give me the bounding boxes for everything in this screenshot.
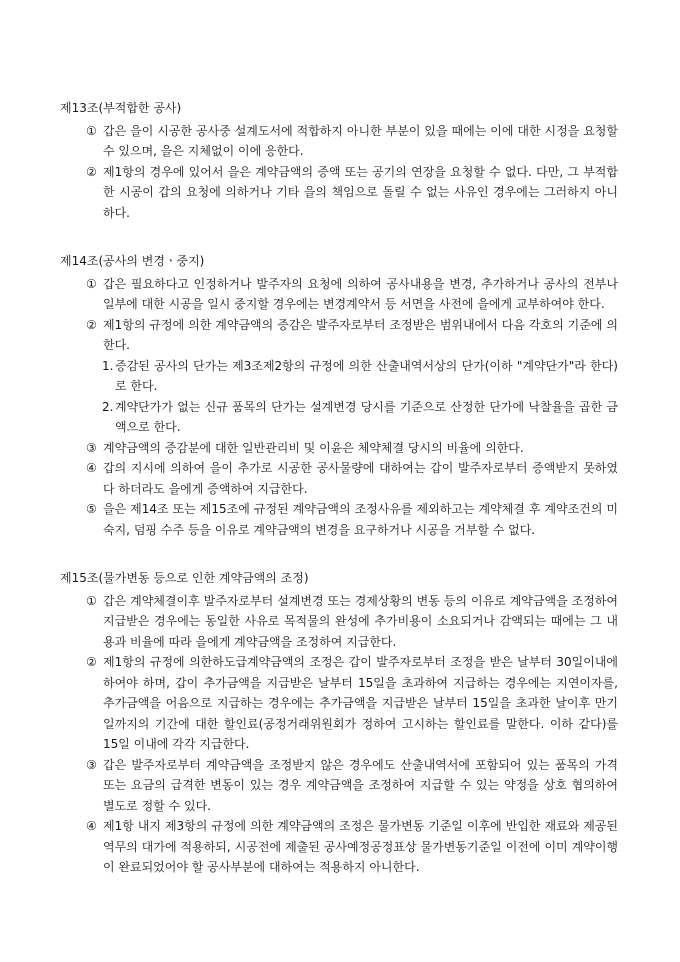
paragraph-text: 제1항의 규정에 의한하도급계약금액의 조정은 갑이 발주자로부터 조정을 받은 날부터 30일이내에 하여야 하며, 갑이 추가금액을 지급받은 날부터 15일을 초과하여 지급하는 경우에는 지연이자를, 추가금액을 어음으로 지급하는 경우에는 추가금액을 지급받은 날부터 15일을 초과한 날이후 만기일까지의 기간에 대한 할인료(공정거래위원회가 정하여 고시하는 할인료를 말한다. 이하 같다)를 15일 이내에 각각 지급한다. (103, 655, 618, 751)
paragraph-text: 을은 제14조 또는 제15조에 규정된 계약금액의 조정사유를 제외하고는 계약체결 후 계약조건의 미숙지, 덤핑 수주 등을 이유로 계약금액의 변경을 요구하거나 시공을 거부할 수 없다. (103, 502, 618, 537)
paragraph (60, 458, 618, 499)
article-title: 제13조(부적합한 공사) (60, 101, 182, 115)
sub-item-text: 계약단가가 없는 신규 품목의 단가는 설계변경 당시를 기준으로 산정한 단가에 낙찰율을 곱한 금액으로 한다. (115, 399, 618, 434)
sub-item-text: 증감된 공사의 단가는 제3조제2항의 규정에 의한 산출내역서상의 단가(이하 "계약단가"라 한다)로 한다. (115, 358, 618, 393)
paragraph-text: 갑은 계약체결이후 발주자로부터 설계변경 또는 경제상황의 변동 등의 이유로 계약금액을 조정하여 지급받은 경우에는 동일한 사유로 목적물의 완성에 추가비용이 소요되거나 감액되는 때에는 그 내용과 비율에 따라 을에게 계약금액을 조정하여 지급한다. (103, 593, 618, 649)
paragraph-number: ④ (86, 819, 97, 833)
paragraph-number: ② (86, 164, 97, 179)
paragraph-text: 제1항 내지 제3항의 규정에 의한 계약금액의 조정은 물가변동 기준일 이후에 반입한 재료와 제공된 역무의 대가에 적용하되, 시공전에 제출된 공사예정공정표상 물가변동기준일 이전에 이미 계약이행이 완료되었어야 할 공사부분에 대하여는 적용하지 아니한다. (103, 819, 618, 874)
paragraph-number: ③ (86, 440, 97, 455)
paragraph-text: 갑은 을이 시공한 공사중 설계도서에 적합하지 아니한 부분이 있을 때에는 이에 대한 시정을 요청할 수 있으며, 을은 지체없이 이에 응한다. (103, 123, 618, 158)
article-14 (60, 251, 618, 540)
paragraph-text: 제1항의 경우에 있어서 을은 계약금액의 증액 또는 공기의 연장을 요청할 수 없다. 다만, 그 부적합한 시공이 갑의 요청에 의하거나 기타 을의 책임으로 돌릴 수 없는 사유인 경우에는 그러하지 아니하다. (103, 164, 618, 220)
paragraph-number: ④ (86, 461, 97, 475)
article-13 (60, 98, 618, 223)
article-title: 제14조(공사의 변경ㆍ중지) (60, 254, 205, 268)
paragraph (60, 591, 618, 653)
paragraph (60, 162, 618, 224)
paragraph-number: ① (86, 276, 97, 291)
paragraph-number: ③ (86, 757, 97, 772)
paragraph (60, 652, 618, 755)
paragraph (60, 499, 618, 540)
sub-item-number: 2. (102, 399, 114, 414)
paragraph-text: 갑은 필요하다고 인정하거나 발주자의 요청에 의하여 공사내용을 변경, 추가하거나 공사의 전부나 일부에 대한 시공을 일시 중지할 경우에는 변경계약서 등 서면을 사전에 을에게 교부하여야 한다. (103, 276, 618, 311)
paragraph-number: ① (86, 123, 97, 138)
paragraph-number: ⑤ (86, 502, 97, 516)
paragraph (60, 438, 618, 459)
article-title: 제15조(물가변동 등으로 인한 계약금액의 조정) (60, 571, 309, 585)
paragraph-text: 계약금액의 증감분에 대한 일반관리비 및 이윤은 체약체결 당시의 비율에 의한다. (103, 440, 524, 455)
sub-item (60, 397, 618, 438)
paragraph (60, 121, 618, 162)
paragraph-number: ① (86, 593, 97, 608)
paragraph (60, 755, 618, 817)
paragraph (60, 816, 618, 878)
paragraph-text: 갑은 발주자로부터 계약금액을 조정받지 않은 경우에도 산출내역서에 포함되어 있는 품목의 가격 또는 요금의 급격한 변동이 있는 경우 계약금액을 조정하여 지급할 수 있는 약정을 상호 협의하여 별도로 정할 수 있다. (103, 757, 618, 813)
paragraph (60, 274, 618, 315)
paragraph-number: ② (86, 317, 97, 332)
paragraph-text: 갑의 지시에 의하여 을이 추가로 시공한 공사물량에 대하여는 갑이 발주자로부터 증액받지 못하였다 하더라도 을에게 증액하여 지급한다. (103, 461, 618, 496)
paragraph-text: 제1항의 규정에 의한 계약금액의 증감은 발주자로부터 조정받은 범위내에서 다음 각호의 기준에 의한다. (103, 317, 618, 352)
sub-item-number: 1. (102, 358, 114, 373)
sub-item (60, 356, 618, 397)
article-15 (60, 568, 618, 878)
paragraph-number: ② (86, 655, 97, 669)
paragraph (60, 315, 618, 356)
